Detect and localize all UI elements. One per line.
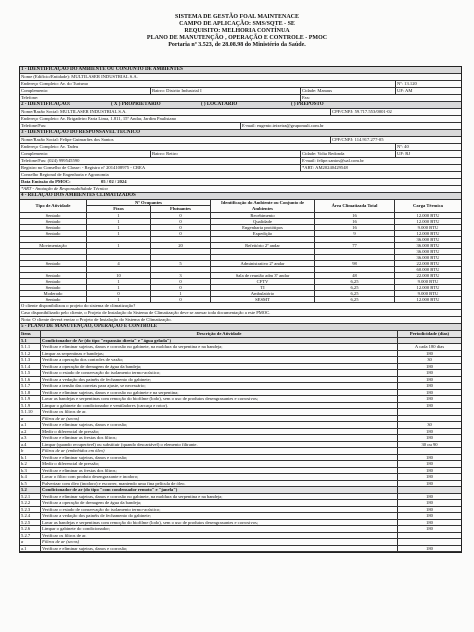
cell-thermal-load: 22.000 BTU — [394, 273, 461, 279]
section-3-email: E-mail: felipe.santos@ual.com.br — [300, 158, 461, 164]
cell-fixed: 1 — [86, 225, 150, 231]
cell-thermal-load: 12.000 BTU — [394, 285, 461, 291]
cell-activity: Sentado — [20, 225, 86, 231]
cell-floating: 0 — [150, 225, 210, 231]
plan-item-description: Condicionador de ar (do tipo "com condensador remoto" e "janela") — [40, 487, 397, 494]
plan-item-number: b.5 — [20, 481, 40, 488]
plan-item-periodicity: 180 — [397, 520, 461, 527]
plan-item-number: b.3 — [20, 468, 40, 475]
plan-item-number: 5.1.9 — [20, 396, 40, 403]
cell-area: 77 — [314, 243, 394, 249]
cell-floating: 0 — [150, 231, 210, 237]
section-3-registry: Registro no Conselho de Classe: - Registro nº 2014108975 - CREA — [21, 165, 146, 170]
section-3-art: *ART: AM20240429548 — [300, 165, 461, 171]
plan-item-description: Verificar a vedação dos painéis de fechamento do gabinete; — [40, 377, 397, 384]
cell-area: 16 — [314, 219, 394, 225]
section-1-name: Nome (Edifício/Entidade): MULTILASER INDUSTRIAL S.A. — [21, 74, 138, 79]
plan-item-periodicity: 180 — [397, 474, 461, 481]
plan-item-number: b.2 — [20, 461, 40, 468]
cell-thermal-load: 12.000 BTU — [394, 297, 461, 303]
plan-item-number: 5.1.2 — [20, 351, 40, 358]
plan-item-number: a — [20, 416, 40, 423]
section-3-cpf: CPF/CNPJ: 114.917.277-05 — [330, 137, 461, 143]
project-annex-note: Caso disponibilizado pelo cliente, o Projeto de Instalação do Sistema de Climatização deve se anexar toda documentação a este PMOC. — [21, 310, 271, 315]
section-3-complement: Complemento: — [21, 151, 49, 156]
section-4-note-2 — [20, 310, 461, 317]
maintenance-plan-table — [20, 331, 461, 552]
section-3-complement-row — [20, 151, 461, 158]
plan-item-description: Condicionador de Ar (do tipo "expansão direta" e "água gelada") — [40, 338, 397, 345]
plan-item-description: Limpar o gabinete do condicionador; — [40, 526, 397, 533]
plan-item-description: Verificar a tensão das correias para ajuste, se necessário; — [40, 383, 397, 390]
environments-table — [20, 200, 461, 303]
plan-item-description: Verificar a operação de drenagem de água da bandeja; — [40, 364, 397, 371]
section-5-title — [20, 324, 461, 331]
cell-area: 6,25 — [314, 291, 394, 297]
plan-item-number: 5.1.3 — [20, 357, 40, 364]
cell-thermal-load: 9.000 BTU — [394, 225, 461, 231]
plan-item-number: 5.1.8 — [20, 390, 40, 397]
cell-area: 6,25 — [314, 297, 394, 303]
section-1-city: Cidade: Manaus — [300, 88, 395, 94]
cell-thermal-load: 12.000 BTU — [394, 231, 461, 237]
header-line-3: REQUISITO: MELHORIA CONTÍNUA — [184, 28, 290, 34]
cell-environment: Qualidade — [210, 219, 314, 225]
cell-activity: Movimentação — [20, 243, 86, 249]
col-area: Área Climatizada Total — [314, 200, 394, 213]
section-2-cnpj: CPF/CNPJ: 59.717.553/0001-02 — [330, 109, 461, 115]
plan-item-number: a — [20, 539, 40, 546]
section-3-note-row — [20, 186, 461, 193]
cell-floating: 0 — [150, 219, 210, 225]
cell-thermal-load: 9.000 BTU — [394, 279, 461, 285]
section-3-heading: 3 - IDENTIFICAÇÃO DO RESPONSÁVEL TÉCNICO — [21, 130, 140, 135]
plan-item-periodicity: 180 — [397, 468, 461, 475]
cell-area: 6,25 — [314, 285, 394, 291]
plan-item-description: Limpar as serpentinas e bandejas; — [40, 351, 397, 358]
section-2-address: Endereço Completo: Av. Brigadeiro Faria Lima, 1.811, 15º Andar, Jardim Paulistano — [21, 116, 177, 121]
cell-activity: Sentado — [20, 285, 86, 291]
cell-area: 9 — [314, 231, 394, 237]
plan-item-number: 5.1.7 — [20, 383, 40, 390]
plan-item-number: b.1 — [20, 455, 40, 462]
header-line-1: SISTEMA DE GESTÃO FOAL MAINTENACE — [174, 14, 300, 20]
section-3-city: Cidade: Volta Redonda — [300, 151, 395, 157]
col-occupants: Nº Ocupantes — [86, 200, 210, 206]
plan-item-number: 5.2.6 — [20, 526, 40, 533]
plan-item-periodicity: 180 — [397, 481, 461, 488]
section-1-state: UF: AM — [395, 88, 461, 94]
col-activity-type: Tipo de Atividade — [20, 200, 86, 213]
cell-fixed: 1 — [86, 213, 150, 219]
section-1-fax: Fax: — [300, 95, 461, 101]
cell-fixed: 4 — [86, 261, 150, 267]
cell-environment: Expedição — [210, 231, 314, 237]
plan-item-periodicity: 180 — [397, 383, 461, 390]
section-1-complement-row — [20, 88, 461, 95]
col-periodicity: Periodicidade (dias) — [397, 331, 461, 338]
cell-environment: Recebimento — [210, 213, 314, 219]
section-3-number: Nº: 40 — [395, 144, 461, 150]
plan-item-number: a.2 — [20, 429, 40, 436]
plan-item-periodicity: 180 — [397, 351, 461, 358]
plan-item-periodicity: 180 — [397, 461, 461, 468]
cell-floating: 0 — [150, 279, 210, 285]
cell-activity: Sentado — [20, 231, 86, 237]
issue-date-label: Data Emissão do PMOC: — [21, 179, 71, 184]
plan-item-periodicity: 180 — [397, 546, 461, 553]
plan-item-number: 5.2.4 — [20, 513, 40, 520]
section-3-name: Nome/Razão Social: Felipe Guimarães dos Santos — [21, 137, 114, 142]
cell-floating: 0 — [150, 285, 210, 291]
plan-item-description: Lavar as bandejas e serpentinas com remoção do biofilme (lodo), sem o uso de produtos desengraxantes e corrosivos; — [40, 520, 397, 527]
plan-item-number: a.1 — [20, 422, 40, 429]
section-4-note-3 — [20, 317, 461, 324]
plan-item-description: Verificar os filtros de ar. — [40, 533, 397, 540]
section-3-address: Endereço Completo: Av. Tadeu — [21, 144, 79, 149]
section-4-heading: 4 - RELAÇÃO DOS AMBIENTES CLIMATIZADOS — [21, 193, 136, 198]
plan-item-periodicity: 180 — [397, 500, 461, 507]
plan-item-description: Verificar e eliminar as frestas dos filtros; — [40, 468, 397, 475]
owner-checkbox: ( X ) PROPRIETÁRIO — [111, 102, 161, 107]
plan-item-description: Verificar e eliminar sujeiras, danos e corrosão no gabinete, na moldura da serpentina e na bandeja; — [40, 494, 397, 501]
section-5-heading: 5 - PLANO DE MANUTENÇÃO, OPERAÇÃO E CONTROLE — [21, 324, 158, 329]
cell-floating: 0 — [150, 213, 210, 219]
cell-area: 16 — [314, 213, 394, 219]
section-2-heading: 2 - IDENTIFICAÇÃO: — [21, 102, 71, 107]
section-1-address: Endereço Completo: Av. do Turismo — [21, 81, 89, 86]
plan-item-number: 5.2.3 — [20, 507, 40, 514]
section-1-name-row — [20, 74, 461, 81]
section-1-phone-row — [20, 95, 461, 102]
cell-thermal-load: 12.000 BTU — [394, 219, 461, 225]
plan-item-description: Lavar o filtro com produto desengraxante e inodoro; — [40, 474, 397, 481]
cell-thermal-load: 36.000 BTU — [394, 237, 461, 243]
plan-item-number: 5.1.9 — [20, 403, 40, 410]
cell-environment: CFTV — [210, 279, 314, 285]
cell-area: 6,25 — [314, 279, 394, 285]
header-line-5: Portaria nº 3.523, de 28.08.98 do Ministério da Saúde. — [168, 42, 306, 48]
section-3-phone: Telefone/Fax: (024) 999545590 — [21, 158, 80, 163]
plan-item-periodicity: 180 — [397, 390, 461, 397]
cell-environment: Administrativo 2º andar — [210, 261, 314, 267]
plan-item-description: Verificar o estado de conservação do isolamento termo-acústico; — [40, 507, 397, 514]
plan-item-number: 5.2.2 — [20, 500, 40, 507]
plan-item-description: Limpar o gabinete do condicionador e ventiladores (carcaça e rotor). — [40, 403, 397, 410]
agent-checkbox: ( ) PREPOSTO — [291, 102, 324, 107]
section-1-title — [20, 67, 461, 74]
plan-item-periodicity: 180 — [397, 429, 461, 436]
cell-environment: Ambulatório — [210, 291, 314, 297]
issue-date-value: 05 / 02 / 2024 — [101, 179, 127, 184]
section-3-council-row — [20, 172, 461, 179]
section-3-address-row — [20, 144, 461, 151]
plan-item-periodicity: 30 ou 90 — [397, 442, 461, 449]
plan-item-number: 5.1.1 — [20, 344, 40, 351]
project-client-note: Nota: O cliente deverá enviar o Projeto de Instalação do Sistema de Climatização. — [21, 317, 172, 322]
cell-activity: Sentado — [20, 273, 86, 279]
cell-thermal-load: 60.000 BTU — [394, 267, 461, 273]
plan-item-periodicity: 180 — [397, 370, 461, 377]
cell-environment: Refeitório 2º andar — [210, 243, 314, 249]
tenant-checkbox: ( ) LOCATÁRIO — [201, 102, 238, 107]
col-items: Itens — [20, 331, 40, 338]
plan-item-number: 5.1.10 — [20, 409, 40, 416]
plan-item-number: b — [20, 448, 40, 455]
section-2-address-row — [20, 116, 461, 123]
cell-thermal-load: 36.000 BTU — [394, 249, 461, 255]
section-3-registry-row — [20, 165, 461, 172]
plan-item-description: Filtros de ar (secos) — [40, 539, 397, 546]
cell-environment: Engenharia protótipos — [210, 225, 314, 231]
plan-item-description: Verificar a operação dos controles de vazão; — [40, 357, 397, 364]
section-1-number: Nº: 13.120 — [395, 81, 461, 87]
header-line-4: PLANO DE MANUTENÇÃO , OPERAÇÃO E CONTROLE - PMOC — [146, 35, 328, 41]
section-1-address-row — [20, 81, 461, 88]
cell-thermal-load: 36.000 BTU — [394, 255, 461, 261]
plan-item-number: b.4 — [20, 474, 40, 481]
plan-item-description: Verificar e eliminar sujeiras, danos e corrosão; — [40, 422, 397, 429]
cell-fixed: 1 — [86, 219, 150, 225]
section-3-district: Bairro: Retiro — [150, 151, 300, 157]
plan-item-number: 5.1.4 — [20, 364, 40, 371]
project-question: O cliente disponibilizou o projeto do sistema de climatização? — [21, 303, 136, 308]
cell-fixed: 1 — [86, 285, 150, 291]
plan-item-description: Verificar e eliminar as frestas dos filtros; — [40, 435, 397, 442]
art-note: *ART - Anotação de Responsabilidade Técnica — [21, 186, 108, 191]
plan-item-number: 5.1.6 — [20, 377, 40, 384]
plan-item-number: a.3 — [20, 435, 40, 442]
plan-item-periodicity: 30 — [397, 357, 461, 364]
col-floating: Flutuantes — [150, 206, 210, 213]
plan-item-description: Filtros de ar (secos) — [40, 416, 397, 423]
cell-environment: SESMT — [210, 297, 314, 303]
document-header — [0, 14, 474, 49]
plan-item-periodicity: A cada 180 dias — [397, 344, 461, 351]
cell-environment: Sala de reunião adm 3º andar — [210, 273, 314, 279]
section-4-title — [20, 193, 461, 200]
cell-thermal-load: 22.000 BTU — [394, 261, 461, 267]
cell-area: 98 — [314, 261, 394, 267]
section-1-phone: Telefone: — [21, 95, 39, 100]
section-2-name-row — [20, 109, 461, 116]
cell-area: 48 — [314, 273, 394, 279]
plan-item-number: 5.1.5 — [20, 370, 40, 377]
section-3-council: Conselho Regional de Engenharia e Agronomia — [21, 172, 109, 177]
section-1-heading: 1 - IDENTIFICAÇÃO DO AMBIENTE OU CONJUNTO DE AMBIENTES — [21, 67, 183, 72]
cell-fixed: 1 — [86, 231, 150, 237]
form-body — [19, 66, 462, 553]
cell-environment: TI — [210, 285, 314, 291]
plan-item-description: Limpar (quando recuperável) ou substituir (quando descartável) o elemento filtrante. — [40, 442, 397, 449]
section-3-phone-row — [20, 158, 461, 165]
plan-item-number: 5.2.5 — [20, 520, 40, 527]
cell-activity: Sentado — [20, 219, 86, 225]
plan-item-description: Pulverizar com óleo (inodoro) e escorrer, mantendo uma fina película de óleo. — [40, 481, 397, 488]
plan-item-periodicity: 180 — [397, 513, 461, 520]
cell-fixed: 10 — [86, 273, 150, 279]
plan-item-description: Medir o diferencial de pressão; — [40, 429, 397, 436]
cell-fixed: 1 — [86, 243, 150, 249]
plan-item-description: Verificar e eliminar sujeiras, danos e corrosão no gabinete e na serpentina; — [40, 390, 397, 397]
plan-item-periodicity: 30 — [397, 422, 461, 429]
section-3-title — [20, 130, 461, 137]
col-description: Descrição de Atividade — [40, 331, 397, 338]
plan-item-periodicity: 180 — [397, 364, 461, 371]
cell-activity: Sentado — [20, 213, 86, 219]
section-2-contact-row — [20, 123, 461, 130]
plan-item-periodicity: 180 — [397, 396, 461, 403]
cell-activity: Sentado — [20, 297, 86, 303]
cell-fixed: 1 — [86, 297, 150, 303]
plan-item-description: Verificar a vedação dos painéis de fechamento do gabinete; — [40, 513, 397, 520]
section-1-complement: Complemento: — [21, 88, 49, 93]
cell-fixed: 0 — [86, 291, 150, 297]
section-2-phone: Telefone/Fax: — [21, 123, 47, 128]
plan-item-description: Medir o diferencial de pressão; — [40, 461, 397, 468]
cell-thermal-load: 12.000 BTU — [394, 213, 461, 219]
plan-item-periodicity: 180 — [397, 403, 461, 410]
plan-item-description: Verificar e eliminar sujeiras, danos e corrosão; — [40, 546, 397, 553]
plan-item-number: a.4 — [20, 442, 40, 449]
cell-activity: Sentado — [20, 279, 86, 285]
section-3-date-row — [20, 179, 461, 186]
section-2-title — [20, 102, 461, 109]
plan-item-periodicity: 180 — [397, 526, 461, 533]
section-1-district: Bairro: Distrito Industrial I — [150, 88, 300, 94]
plan-item-description: Verificar a operação de drenagem de água da bandeja; — [40, 500, 397, 507]
plan-item-description: Verificar e eliminar sujeiras, danos e corrosão no gabinete, na moldura da serpentina e na bandeja; — [40, 344, 397, 351]
cell-floating: 0 — [150, 297, 210, 303]
section-2-email: E-mail: eugenio.teixeira@grupomult.com.br — [240, 123, 461, 129]
plan-item-periodicity: 180 — [397, 507, 461, 514]
section-4-note-1 — [20, 303, 461, 310]
col-fixed: Fixos — [86, 206, 150, 213]
section-2-company-name: Nome/Razão Social: MULTILASER INDUSTRIAL S.A. — [21, 109, 127, 114]
cell-fixed: 1 — [86, 279, 150, 285]
plan-item-number: a.1 — [20, 546, 40, 553]
section-3-name-row — [20, 137, 461, 144]
plan-item-description: Verificar o estado de conservação do isolamento termo-acústico; — [40, 370, 397, 377]
cell-floating: 1 — [150, 291, 210, 297]
plan-item-description: Verificar os filtros de ar. — [40, 409, 397, 416]
plan-item-description: Filtros de ar (embebidos em óleo) — [40, 448, 397, 455]
header-line-2: CAMPO DE APLICAÇÃO: SMS/SQTE - SE — [179, 21, 295, 27]
plan-item-periodicity: 180 — [397, 435, 461, 442]
plan-item-periodicity: 180 — [397, 455, 461, 462]
cell-thermal-load: 36.000 BTU — [394, 243, 461, 249]
cell-activity: Moderado — [20, 291, 86, 297]
cell-floating: 20 — [150, 243, 210, 249]
plan-item-description: Verificar e eliminar sujeiras, danos e corrosão; — [40, 455, 397, 462]
section-3-state: UF: RJ — [395, 151, 461, 157]
plan-item-number: 5.2 — [20, 487, 40, 494]
plan-item-description: Lavar as bandejas e serpentinas com remoção do biofilme (lodo), sem o uso de produtos desengraxantes e corrosivos; — [40, 396, 397, 403]
col-environment: Identificação do Ambiente ou Conjunto de Ambientes — [210, 200, 314, 213]
col-thermal-load: Carga Térmica — [394, 200, 461, 213]
plan-item-number: 5.2.7 — [20, 533, 40, 540]
cell-floating: 3 — [150, 273, 210, 279]
cell-activity: Sentado — [20, 261, 86, 267]
plan-item-periodicity: 180 — [397, 377, 461, 384]
cell-floating: 5 — [150, 261, 210, 267]
plan-item-number: 5.2.1 — [20, 494, 40, 501]
cell-area: 16 — [314, 225, 394, 231]
plan-item-periodicity: 180 — [397, 494, 461, 501]
cell-thermal-load: 9.000 BTU — [394, 291, 461, 297]
plan-item-number: 5.1 — [20, 338, 40, 345]
